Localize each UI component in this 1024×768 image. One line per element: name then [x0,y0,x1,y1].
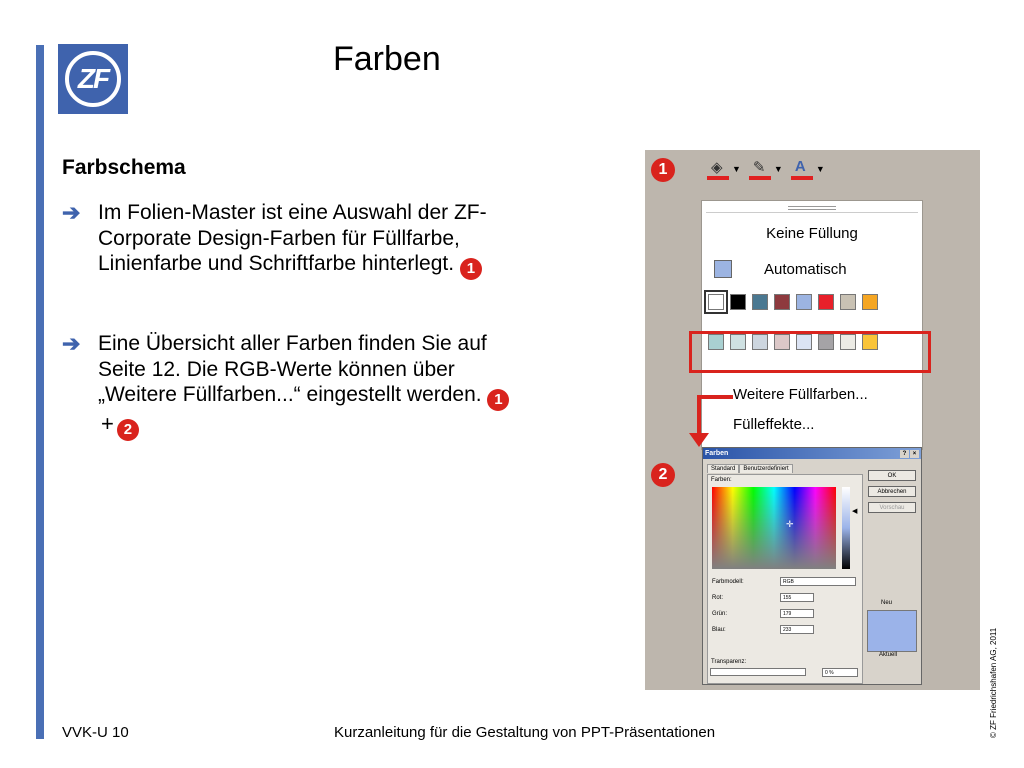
new-color-swatch [867,610,917,652]
slider-pointer-icon[interactable]: ◀ [852,508,858,515]
arrow-right-icon: ➔ [62,200,81,225]
cancel-button[interactable]: Abbrechen [868,486,916,497]
bullet-2-body: Eine Übersicht aller Farben finden Sie auf Seite 12. Die RGB-Werte können über „Weitere Füllfarben...“ eingestellt werden. [98,332,487,406]
bullet-1-text [98,200,528,280]
footer-page-id: VVK-U 10 [62,724,129,741]
preview-button[interactable]: Vorschau [868,502,916,513]
color-spectrum[interactable] [712,487,836,569]
marker-1-badge: 1 [651,158,675,182]
bullet-2 [62,331,528,441]
pointer-arrow-line [697,395,733,399]
green-label: Grün: [712,610,728,617]
zf-logo-text: ZF [77,63,109,94]
dialog-tabs [707,464,793,473]
current-color-label: Aktuell [879,652,898,658]
color-swatch[interactable] [730,294,746,310]
color-swatch[interactable] [796,294,812,310]
font-color-button[interactable] [791,158,825,180]
screenshot-panel [645,150,980,690]
color-swatch[interactable] [774,294,790,310]
copyright-note: © ZF Friedrichshafen AG, 2011 [989,627,998,738]
transparency-input[interactable]: 0 % [822,668,858,677]
font-color-icon: A [791,158,813,180]
bullet-1-body: Im Folien-Master ist eine Auswahl der ZF-Corporate Design-Farben für Füllfarbe, Linienfarbe und Schriftfarbe hinterlegt. [98,201,487,275]
menu-grip[interactable] [706,203,918,213]
color-swatch[interactable] [752,294,768,310]
section-heading: Farbschema [62,156,186,179]
automatic-item[interactable] [702,260,922,278]
zf-logo [58,44,128,114]
colors-label: Farben: [711,477,732,483]
swatch-row-1 [702,294,922,310]
line-color-button[interactable] [749,158,783,180]
arrow-down-icon [689,433,709,447]
zf-logo-ring [65,51,121,107]
paint-bucket-icon: ◈ [707,158,729,180]
fill-color-button[interactable] [707,158,741,180]
color-swatch[interactable] [708,294,724,310]
blue-input[interactable]: 233 [780,625,814,634]
red-input[interactable]: 155 [780,593,814,602]
transparency-slider[interactable] [710,668,806,676]
green-input[interactable]: 179 [780,609,814,618]
pointer-arrow-line [697,395,701,435]
help-icon[interactable]: ? [900,450,909,458]
fill-effects-item[interactable]: Fülleffekte... [733,416,815,433]
luminance-slider[interactable] [842,487,850,569]
transparency-label: Transparenz: [711,659,747,665]
no-fill-item[interactable]: Keine Füllung [766,225,858,242]
tab-custom[interactable]: Benutzerdefiniert [739,464,792,473]
fill-color-menu [701,200,923,450]
marker-2-badge: 2 [651,463,675,487]
ok-button[interactable]: OK [868,470,916,481]
green-row [712,609,814,618]
red-label: Rot: [712,594,724,601]
bullet-1 [62,200,528,280]
crosshair-icon: ✛ [786,519,794,529]
chevron-down-icon[interactable]: ▼ [815,164,825,174]
dialog-title: Farben [705,450,729,457]
arrow-right-icon: ➔ [62,331,81,356]
dialog-titlebar [703,448,921,459]
left-accent-bar [36,45,44,739]
bullet-2-text [98,331,528,441]
more-fill-colors-item[interactable]: Weitere Füllfarben... [733,386,868,403]
chevron-down-icon[interactable]: ▼ [732,164,741,174]
color-swatch[interactable] [840,294,856,310]
color-model-row [712,577,856,586]
red-row [712,593,814,602]
automatic-swatch [714,260,732,278]
colors-dialog [702,447,922,685]
marker-1-icon: 1 [487,389,509,411]
slide-title: Farben [333,40,441,78]
color-model-label: Farbmodell: [712,578,744,585]
plus-sign: + [101,411,114,436]
footer-title: Kurzanleitung für die Gestaltung von PPT-Präsentationen [334,724,716,741]
automatic-label: Automatisch [764,260,847,278]
marker-2-icon: 2 [117,419,139,441]
pen-icon: ✎ [749,158,771,180]
format-toolbar [699,150,847,188]
close-icon[interactable]: × [910,450,919,458]
color-swatch[interactable] [818,294,834,310]
marker-1-icon: 1 [460,258,482,280]
new-color-label: Neu [881,600,893,606]
custom-tab-body [707,474,863,684]
blue-label: Blau: [712,626,726,633]
chevron-down-icon[interactable]: ▼ [773,164,783,174]
blue-row [712,625,814,634]
color-model-select[interactable]: RGB [780,577,856,586]
color-swatch[interactable] [862,294,878,310]
highlight-box [689,331,931,373]
tab-standard[interactable]: Standard [707,464,739,473]
